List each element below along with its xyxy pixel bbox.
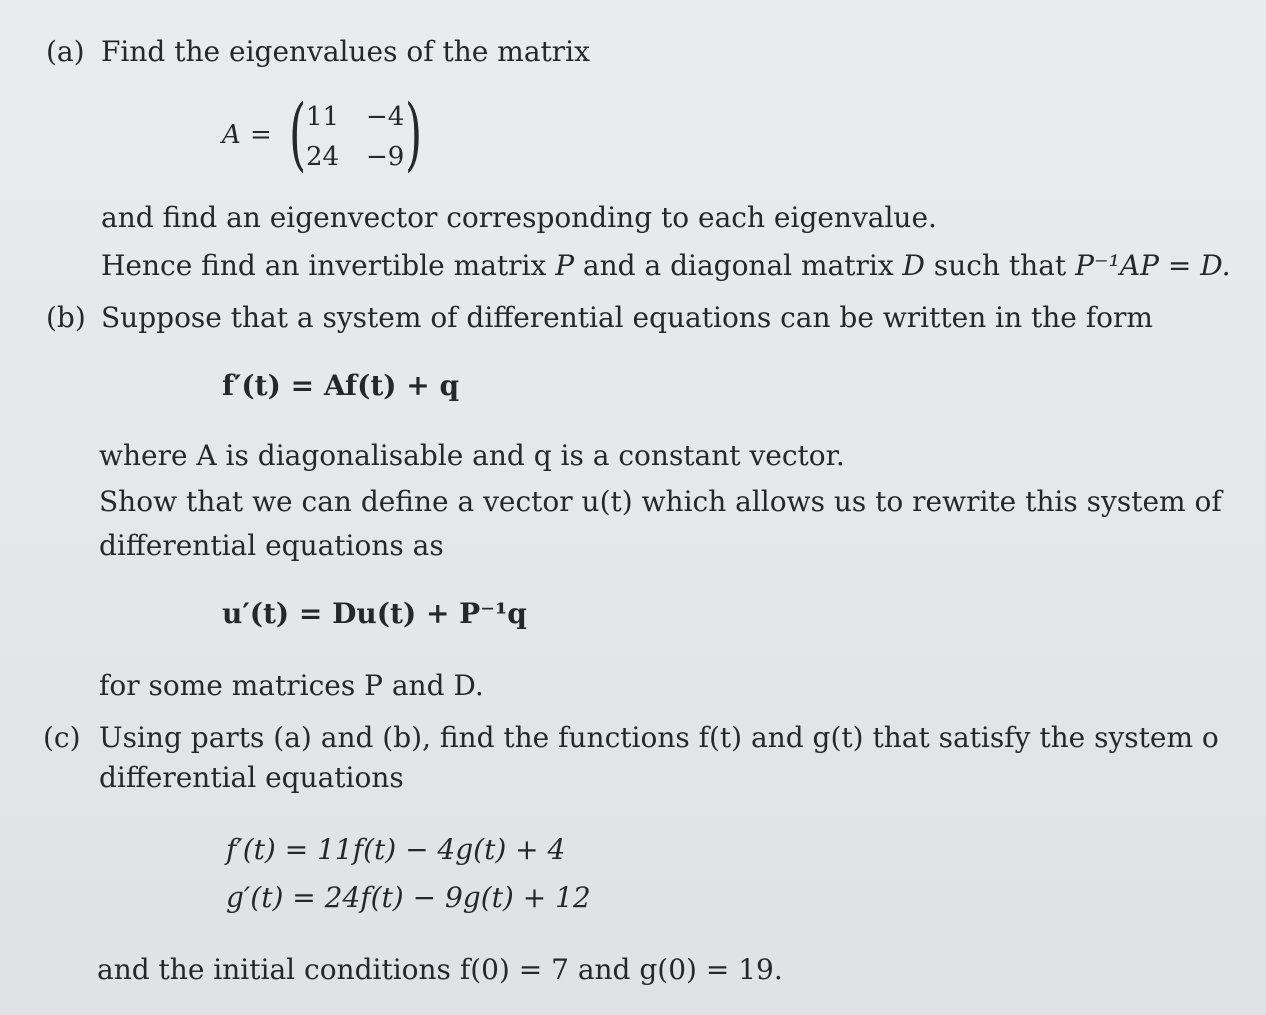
part-b-line3: Show that we can define a vector u(t) which allows us to rewrite this system of <box>99 485 1222 518</box>
matrix-r2c2: −9 <box>366 142 405 172</box>
part-b-line1: Suppose that a system of differential equations can be written in the form <box>101 301 1153 334</box>
matrix-r1c1: 11 <box>306 102 340 132</box>
part-a-line3: Hence find an invertible matrix P and a diagonal matrix D such that P⁻¹AP = D. <box>101 249 1231 282</box>
part-c-equation-2: g′(t) = 24f(t) − 9g(t) + 12 <box>226 881 591 914</box>
part-b-equation-1: f′(t) = Af(t) + q <box>222 369 460 402</box>
part-c-line2: differential equations <box>99 761 404 794</box>
part-b-equation-2: u′(t) = Du(t) + P⁻¹q <box>222 597 527 630</box>
part-c-label: (c) <box>43 721 81 754</box>
part-b-label: (b) <box>46 301 86 334</box>
matrix-A <box>222 87 432 180</box>
matrix-equals: = <box>250 120 272 150</box>
part-b-line5: for some matrices P and D. <box>99 669 484 702</box>
part-c-line3: and the initial conditions f(0) = 7 and g(0) = 19. <box>97 953 783 986</box>
matrix-r2c1: 24 <box>306 142 340 172</box>
part-c-line1: Using parts (a) and (b), find the functions f(t) and g(t) that satisfy the system o <box>99 721 1219 754</box>
part-a-line2: and find an eigenvector corresponding to each eigenvalue. <box>101 201 937 234</box>
part-b-line2: where A is diagonalisable and q is a constant vector. <box>99 439 845 472</box>
matrix-r1c2: −4 <box>366 102 405 132</box>
left-paren: ( <box>289 87 307 180</box>
part-b-line4: differential equations as <box>99 529 444 562</box>
matrix-name: A <box>222 120 241 150</box>
part-a-line1: Find the eigenvalues of the matrix <box>101 35 590 68</box>
part-a-label: (a) <box>46 35 85 68</box>
part-c-equation-1: f′(t) = 11f(t) − 4g(t) + 4 <box>226 833 566 866</box>
right-paren: ) <box>405 87 423 180</box>
